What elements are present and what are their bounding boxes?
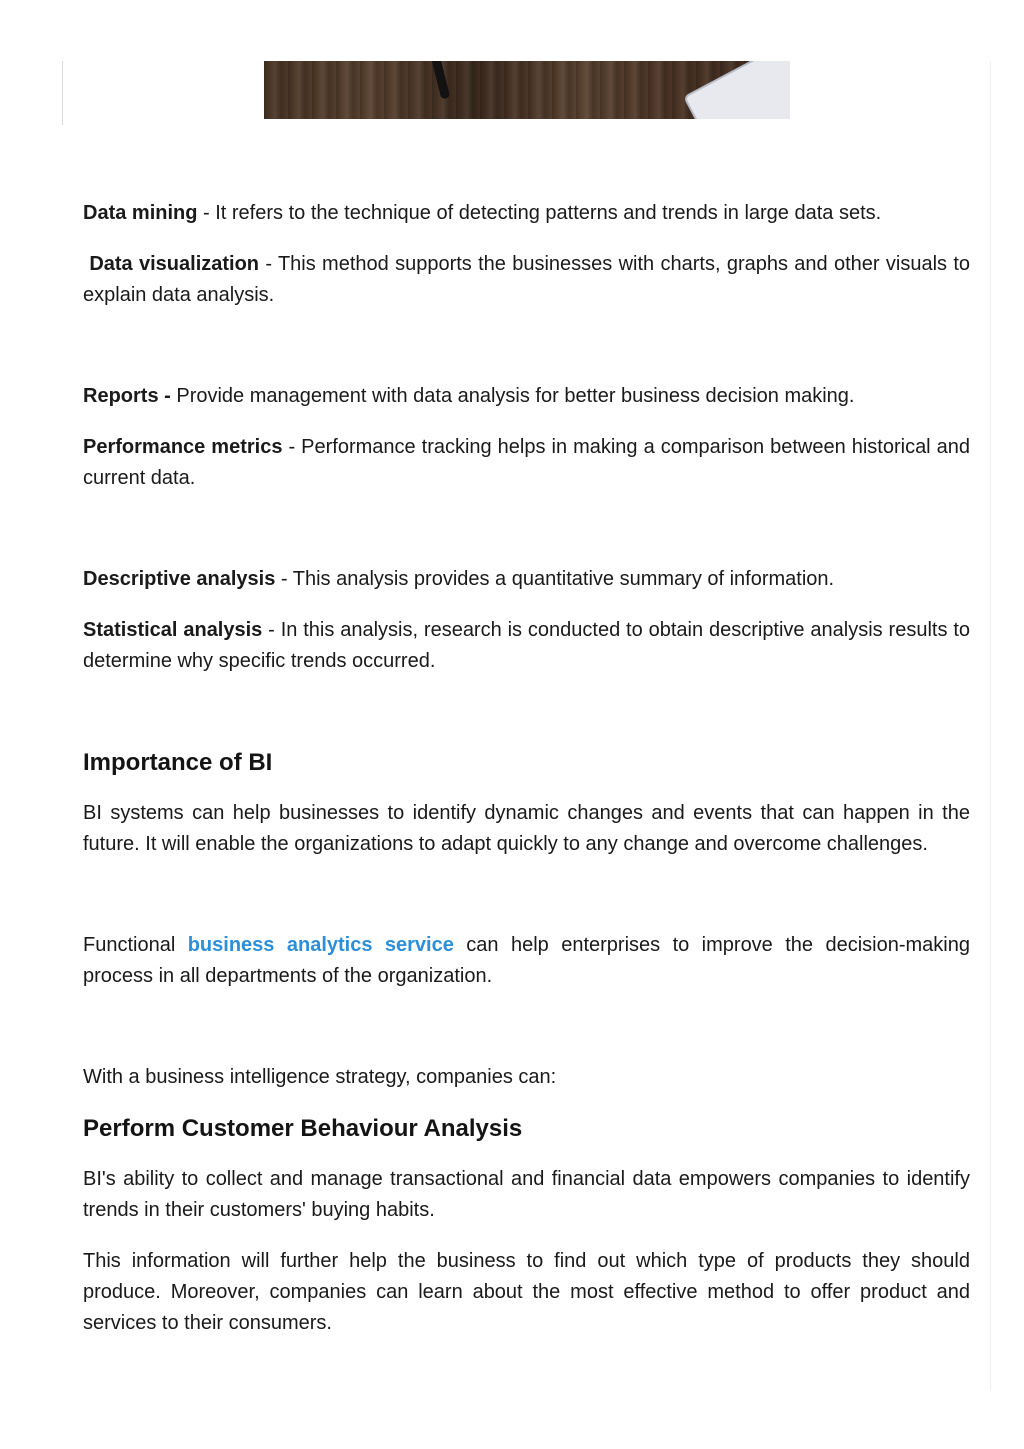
term-data-mining: Data mining: [83, 202, 198, 224]
performance-metrics-text: - Performance tracking helps in making a comparison between historical and current data.: [83, 436, 971, 489]
right-divider: [990, 61, 991, 1391]
statistical-analysis-text: - In this analysis, research is conducted to obtain descriptive analysis results to determine why specific trends occurred.: [83, 619, 971, 672]
data-mining-text: - It refers to the technique of detecting patterns and trends in large data sets.: [197, 202, 882, 224]
statistical-analysis-paragraph: [83, 615, 970, 677]
data-visualization-paragraph: [83, 249, 970, 311]
importance-heading: Importance of BI: [83, 749, 273, 776]
term-reports: Reports -: [83, 385, 171, 407]
term-statistical-analysis: Statistical analysis: [83, 619, 263, 641]
term-performance-metrics: Performance metrics: [83, 436, 283, 458]
pen-shape: [431, 61, 450, 99]
article-body: [83, 198, 970, 1339]
term-data-visualization: Data visualization: [89, 253, 260, 275]
data-visualization-text: - This method supports the businesses with charts, graphs and other visuals to explain data analysis.: [83, 253, 971, 306]
descriptive-analysis-text: - This analysis provides a quantitative summary of information.: [275, 568, 835, 590]
business-analytics-service-link[interactable]: business analytics service: [187, 934, 454, 956]
reports-text: Provide management with data analysis for better business decision making.: [170, 385, 855, 407]
importance-paragraph: BI systems can help businesses to identify dynamic changes and events that can happen in the future. It will enable the organizations to adapt quickly to any change and overcome challenges.: [83, 802, 970, 855]
customer-behaviour-paragraph-2: This information will further help the business to find out which type of products they should produce. Moreover, companies can learn about the most effective method to offer product and services to their consumers.: [83, 1250, 970, 1334]
data-mining-paragraph: [83, 198, 970, 229]
reports-paragraph: [83, 381, 970, 412]
strategy-intro: With a business intelligence strategy, companies can:: [83, 1066, 557, 1088]
term-descriptive-analysis: Descriptive analysis: [83, 568, 276, 590]
customer-behaviour-paragraph-1: BI's ability to collect and manage transactional and financial data empowers companies to identify trends in their customers' buying habits.: [83, 1168, 970, 1221]
functional-prefix: Functional: [83, 934, 188, 956]
functional-paragraph: [83, 930, 970, 992]
customer-behaviour-heading: Perform Customer Behaviour Analysis: [83, 1115, 523, 1142]
tablet-shape: [683, 61, 790, 119]
functional-suffix: can help enterprises to improve the decision-making process in all departments of the organization.: [83, 934, 970, 987]
descriptive-analysis-paragraph: [83, 564, 970, 595]
performance-metrics-paragraph: [83, 432, 970, 494]
left-divider: [62, 61, 63, 125]
hero-image: [264, 61, 790, 119]
